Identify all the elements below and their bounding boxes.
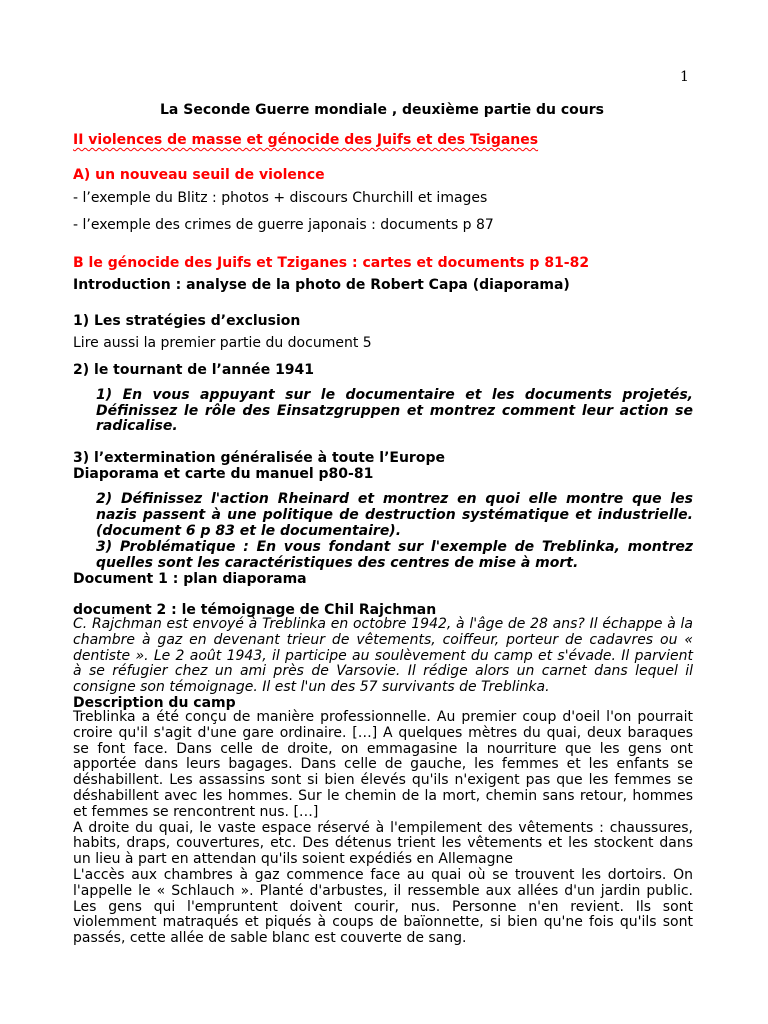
question-2: 2) Définissez l'action Rheinard et montrez en quoi elle montre que les nazis passent à une politique de destruction systématique et industrielle. (document 6 p 83 et le documentaire). [96, 491, 693, 539]
section-heading-text: II violences de masse et génocide des Juifs et des Tsiganes [73, 132, 539, 148]
part-b-heading: B le génocide des Juifs et Tziganes : cartes et documents p 81-82 [73, 255, 590, 271]
document-2-heading: document 2 : le témoignage de Chil Rajchman [73, 602, 437, 618]
part-a-heading: A) un nouveau seuil de violence [73, 167, 325, 183]
document-title: La Seconde Guerre mondiale , deuxième partie du cours [160, 102, 605, 118]
camp-description-heading: Description du camp [73, 695, 236, 711]
subsection-3-heading: 3) l’extermination généralisée à toute l’Europe [73, 450, 445, 466]
part-a-item-japan: - l’exemple des crimes de guerre japonais : documents p 87 [73, 217, 494, 233]
question-3: 3) Problématique : En vous fondant sur l'exemple de Treblinka, montrez quelles sont les caractéristiques des centres de mise à mort. [96, 539, 693, 571]
question-1: 1) En vous appuyant sur le documentaire et les documents projetés, Définissez le rôle des Einsatzgruppen et montrez comment leur action se radicalise. [96, 387, 693, 434]
part-b-introduction: Introduction : analyse de la photo de Robert Capa (diaporama) [73, 277, 570, 293]
part-a-item-blitz: - l’exemple du Blitz : photos + discours Churchill et images [73, 190, 488, 206]
page-number: 1 [680, 69, 689, 85]
document-2-intro: C. Rajchman est envoyé à Treblinka en octobre 1942, à l'âge de 28 ans? Il échappe à la chambre à gaz en devenant trieur de vêtements, coiffeur, porteur de cadavres ou « dentiste ». Le 2 août 1943, il participe au soulèvement du camp et s'évade. Il parvient à se réfugier chez un ami près de Varsovie. Il rédige alors un carnet dans lequel il consigne son témoignage. Il est l'un des 57 survivants de Treblinka. [73, 616, 693, 696]
subsection-1-text: Lire aussi la premier partie du document 5 [73, 335, 372, 351]
subsection-3-subheading: Diaporama et carte du manuel p80-81 [73, 466, 374, 482]
subsection-1-heading: 1) Les stratégies d’exclusion [73, 313, 301, 329]
camp-paragraph: Treblinka a été conçu de manière professionnelle. Au premier coup d'oeil l'on pourrait croire qu'il s'agit d'une gare ordinaire. […] A quelques mètres du quai, deux baraques se font face. Dans celle de droite, on emmagasine la nourriture que les gens ont apportée dans leurs bagages. Dans celle de gauche, les femmes et les enfants se déshabillent. Les assassins sont si bien élevés qu'ils n'exigent pas que les femmes se déshabillent avec les hommes. Sur le chemin de la mort, chemin sans retour, hommes et femmes se rencontrent nus. […] [73, 709, 693, 820]
subsection-2-heading: 2) le tournant de l’année 1941 [73, 362, 315, 378]
camp-description-text [73, 710, 693, 947]
section-heading-violences [73, 132, 538, 148]
camp-paragraph: L'accès aux chambres à gaz commence face au quai où se trouvent les dortoirs. On l'appelle le « Schlauch ». Planté d'arbustes, il ressemble aux allées d'un jardin public. Les gens qui l'empruntent doivent courir, nus. Personne n'en revient. Ils sont violemment matraqués et piqués à coups de baïonnette, si bien qu'ne fois qu'ils sont passés, cette allée de sable blanc est couverte de sang. [73, 866, 693, 947]
camp-paragraph: A droite du quai, le vaste espace réservé à l'empilement des vêtements : chaussures, habits, draps, couvertures, etc. Des détenus trient les vêtements et les stockent dans un lieu à part en attendan qu'ils soient expédiés en Allemagne [73, 819, 693, 868]
document-1-label: Document 1 : plan diaporama [73, 571, 307, 587]
